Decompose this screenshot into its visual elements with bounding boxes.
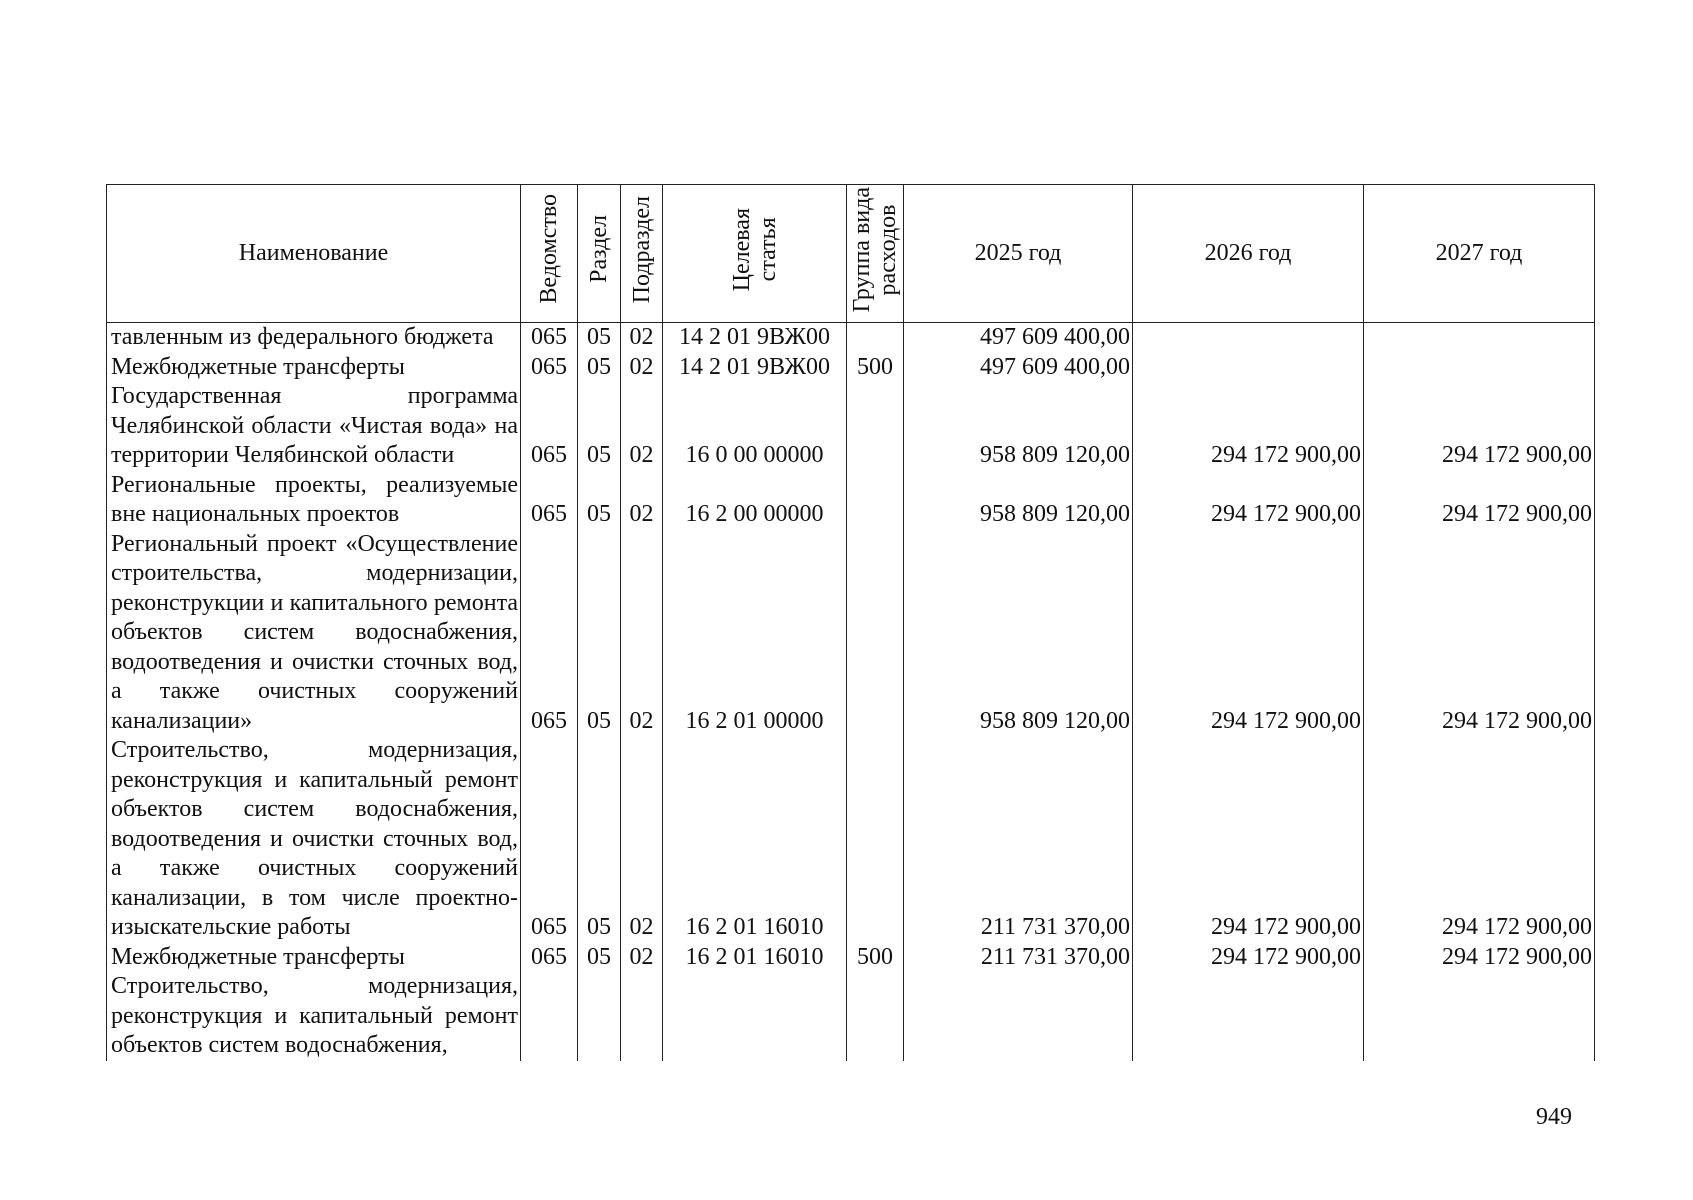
row-target-article: 16 2 01 16010 [663,943,847,973]
row-name: Межбюджетные трансферты [107,353,521,383]
table-row [107,736,1595,943]
row-expense-group: 500 [847,943,904,973]
row-amount-2026: 294 172 900,00 [1133,382,1364,471]
row-subsection: 02 [621,382,663,471]
row-target-article: 16 2 00 00000 [663,471,847,530]
page-number: 949 [1536,1104,1572,1130]
row-amount-2025: 211 731 370,00 [904,943,1133,973]
row-amount-2027: 294 172 900,00 [1364,471,1595,530]
row-subsection: 02 [621,471,663,530]
table-row [107,471,1595,530]
row-target-article: 16 2 01 16010 [663,736,847,943]
col-header-subsection: Подраздел [621,185,663,323]
row-expense-group: 500 [847,353,904,383]
row-amount-2027: 294 172 900,00 [1364,382,1595,471]
row-amount-2027: 294 172 900,00 [1364,736,1595,943]
table-row [107,353,1595,383]
row-expense-group [847,972,904,1061]
row-expense-group [847,736,904,943]
row-amount-2026: 294 172 900,00 [1133,471,1364,530]
row-name: Строительство, модернизация, реконструкция и капитальный ремонт объектов систем водоснабжения, [107,972,521,1061]
row-section: 05 [578,382,621,471]
row-subsection: 02 [621,353,663,383]
row-target-article: 16 0 00 00000 [663,382,847,471]
col-header-section: Раздел [578,185,621,323]
row-amount-2027 [1364,323,1595,353]
row-target-article: 14 2 01 9ВЖ00 [663,353,847,383]
table-row [107,530,1595,737]
row-amount-2026: 294 172 900,00 [1133,736,1364,943]
row-section: 05 [578,530,621,737]
table-row [107,972,1595,1061]
row-name: Межбюджетные трансферты [107,943,521,973]
row-section: 05 [578,943,621,973]
row-subsection [621,972,663,1061]
row-target-article [663,972,847,1061]
row-name: тавленным из федерального бюджета [107,323,521,353]
row-amount-2025: 497 609 400,00 [904,353,1133,383]
row-amount-2027: 294 172 900,00 [1364,530,1595,737]
row-name: Региональные проекты, реализуемые вне национальных проектов [107,471,521,530]
row-subsection: 02 [621,736,663,943]
row-department: 065 [521,943,578,973]
col-header-department: Ведомство [521,185,578,323]
row-department: 065 [521,471,578,530]
row-department: 065 [521,530,578,737]
table-row [107,323,1595,353]
row-department [521,972,578,1061]
row-subsection: 02 [621,323,663,353]
row-amount-2025: 958 809 120,00 [904,530,1133,737]
row-section: 05 [578,736,621,943]
col-header-target-article: Целевая статья [663,185,847,323]
col-header-expense-group: Группа вида расходов [847,185,904,323]
row-amount-2026 [1133,323,1364,353]
row-expense-group [847,471,904,530]
row-section: 05 [578,323,621,353]
row-expense-group [847,323,904,353]
row-expense-group [847,530,904,737]
row-amount-2026: 294 172 900,00 [1133,943,1364,973]
row-subsection: 02 [621,530,663,737]
row-amount-2027 [1364,972,1595,1061]
row-subsection: 02 [621,943,663,973]
row-section [578,972,621,1061]
row-amount-2025: 211 731 370,00 [904,736,1133,943]
row-section: 05 [578,353,621,383]
row-amount-2027: 294 172 900,00 [1364,943,1595,973]
row-amount-2025: 497 609 400,00 [904,323,1133,353]
col-header-name: Наименование [107,185,521,323]
row-section: 05 [578,471,621,530]
row-amount-2026 [1133,972,1364,1061]
row-expense-group [847,382,904,471]
row-target-article: 14 2 01 9ВЖ00 [663,323,847,353]
table-row [107,382,1595,471]
row-department: 065 [521,323,578,353]
row-amount-2026: 294 172 900,00 [1133,530,1364,737]
row-amount-2025: 958 809 120,00 [904,471,1133,530]
row-department: 065 [521,736,578,943]
row-amount-2025 [904,972,1133,1061]
col-header-year-2026: 2026 год [1133,185,1364,323]
row-amount-2027 [1364,353,1595,383]
table-row [107,943,1595,973]
row-department: 065 [521,353,578,383]
row-department: 065 [521,382,578,471]
row-amount-2026 [1133,353,1364,383]
row-name: Строительство, модернизация, реконструкция и капитальный ремонт объектов систем водоснабжения, водоотведения и очистки сточных вод, а также очистных сооружений канализации, в том числе проектно-изыскательские работы [107,736,521,943]
row-target-article: 16 2 01 00000 [663,530,847,737]
row-amount-2025: 958 809 120,00 [904,382,1133,471]
budget-table [106,184,1595,1061]
row-name: Региональный проект «Осуществление строительства, модернизации, реконструкции и капитального ремонта объектов систем водоснабжения, водоотведения и очистки сточных вод, а также очистных сооружений канализации» [107,530,521,737]
col-header-year-2027: 2027 год [1364,185,1595,323]
row-name: Государственная программа Челябинской области «Чистая вода» на территории Челябинской области [107,382,521,471]
col-header-year-2025: 2025 год [904,185,1133,323]
table-header-row [107,185,1595,323]
